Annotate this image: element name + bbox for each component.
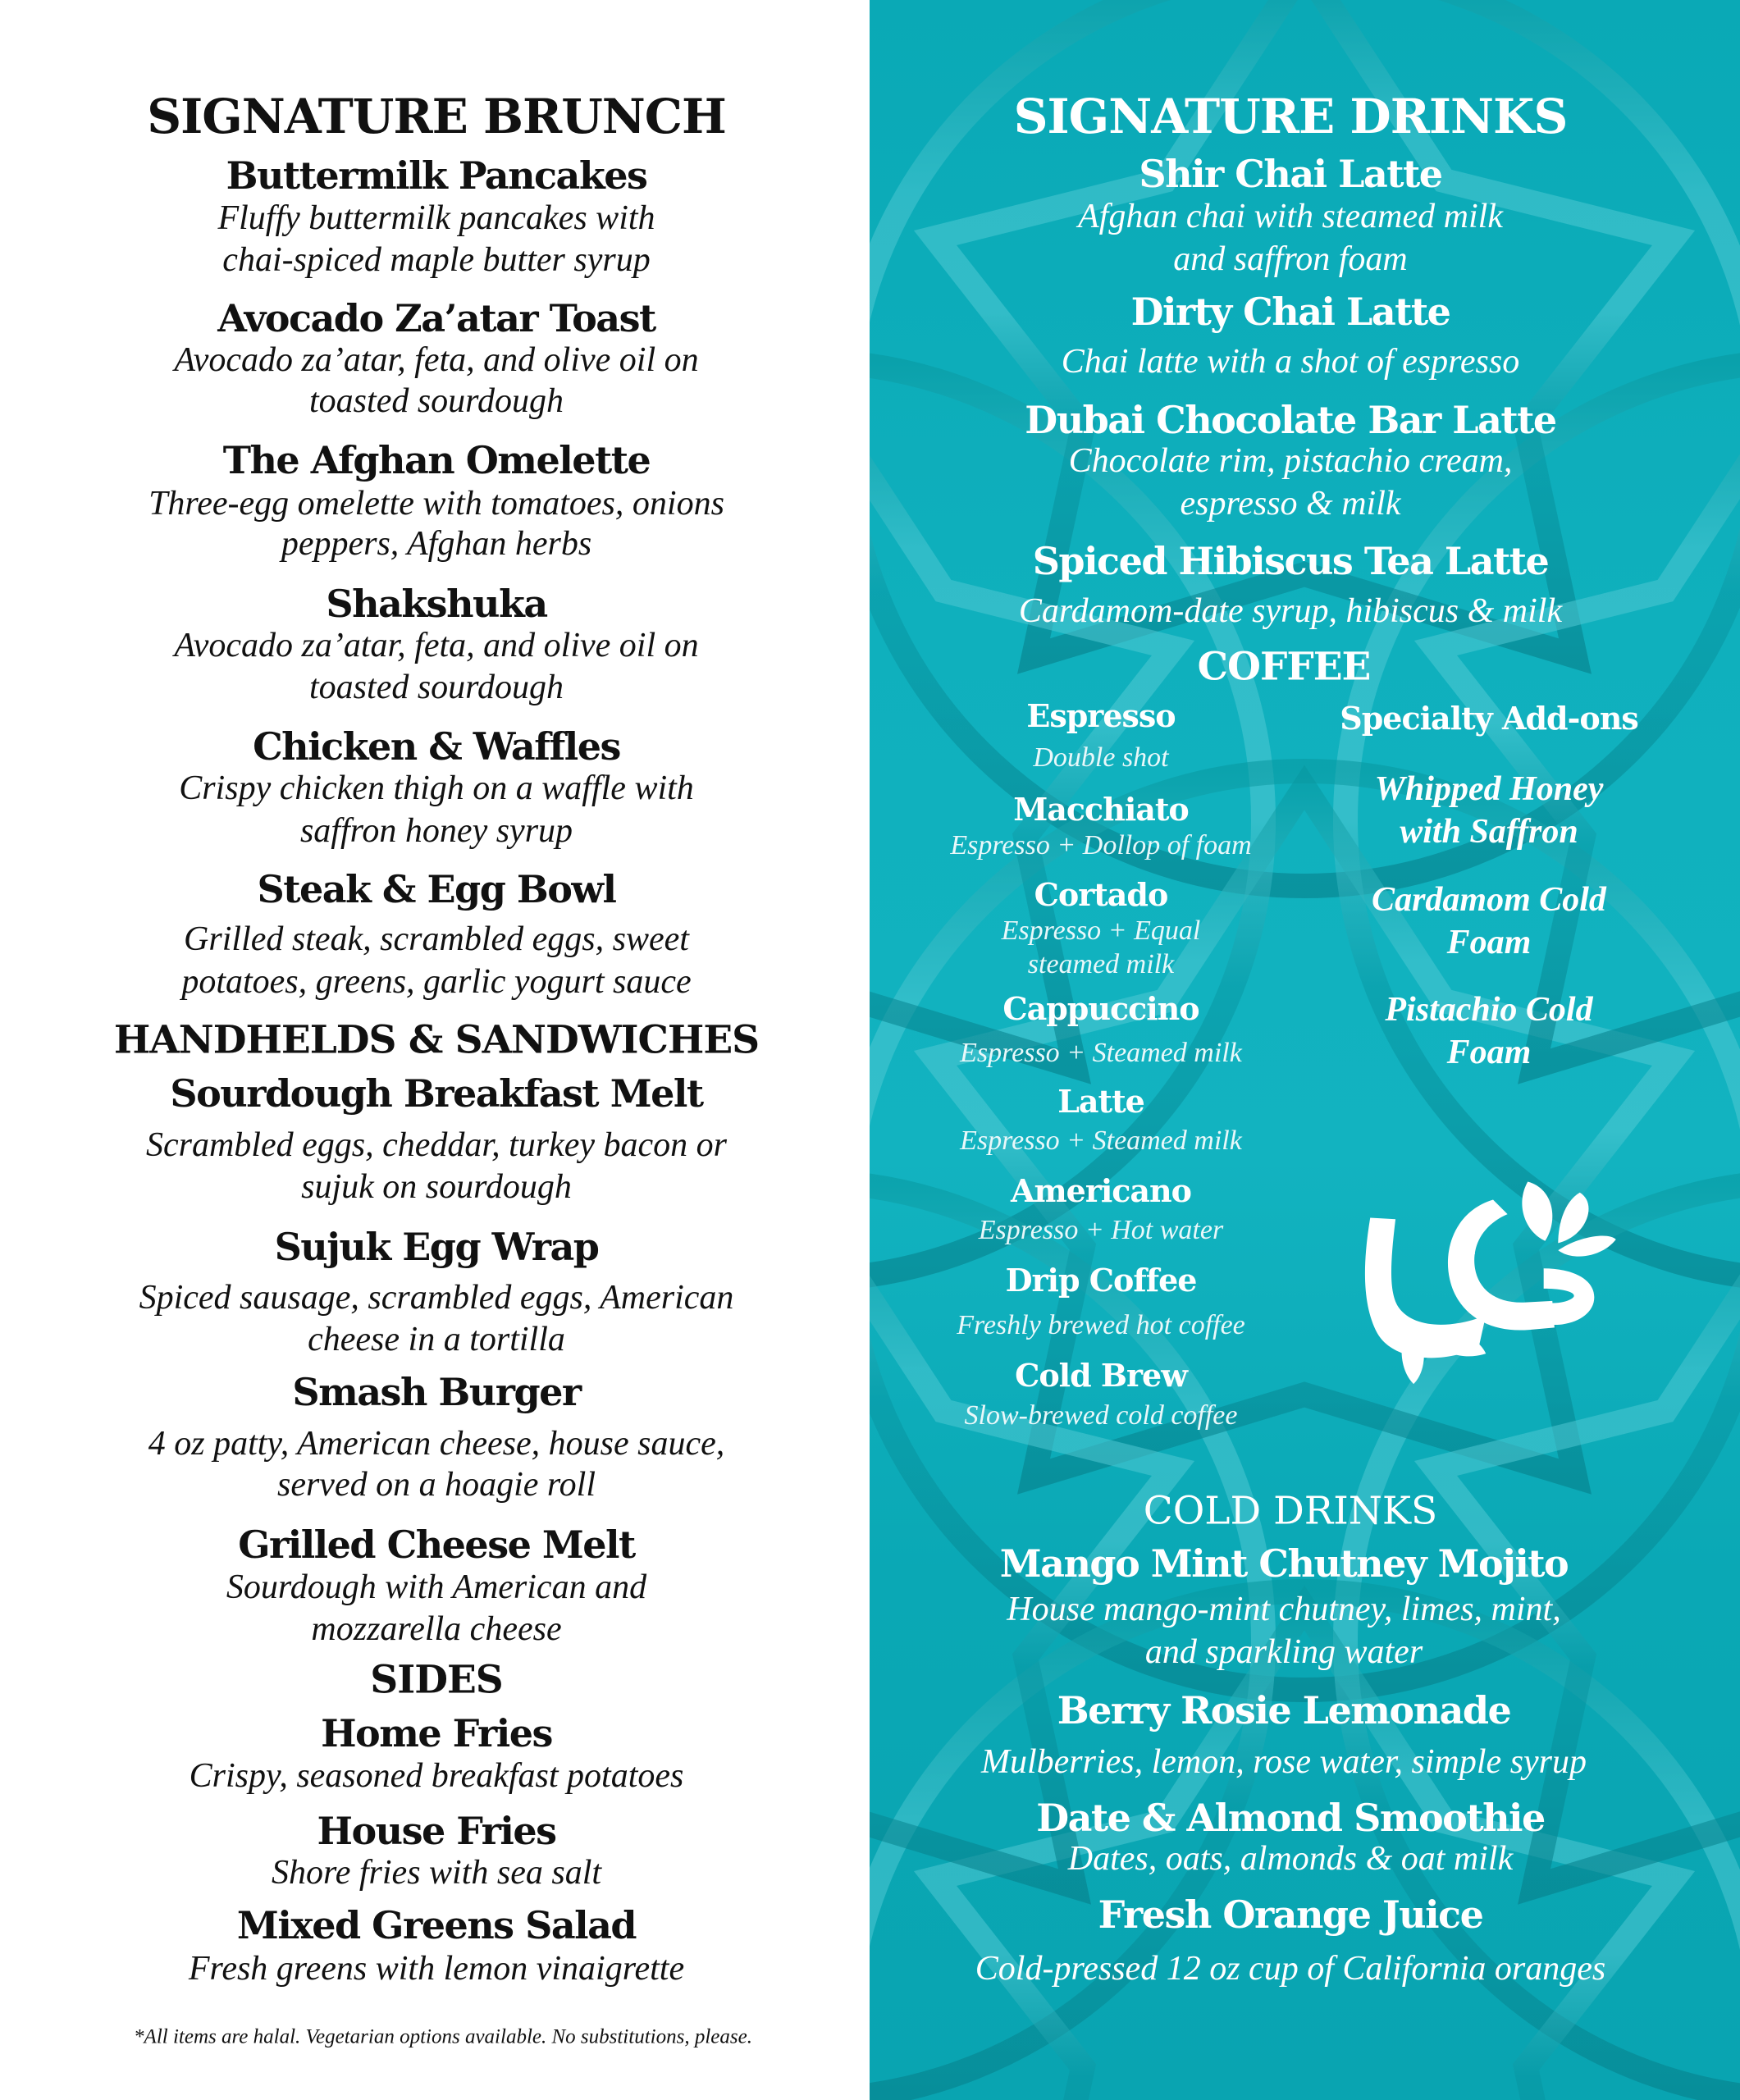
coffee-item-desc: Espresso + Hot water [978,1215,1224,1245]
menu-item-desc: Scrambled eggs, cheddar, turkey bacon or [145,1126,728,1164]
drink-item-desc: Cold-pressed 12 oz cup of California oranges [975,1950,1606,1988]
section-title-sides: SIDES [370,1657,503,1703]
coffee-item-name: Espresso [1026,697,1176,734]
menu-item-desc: Fluffy buttermilk pancakes with [217,199,655,237]
addons-title: Specialty Add-ons [1340,700,1638,737]
drink-item-desc: espresso & milk [1180,485,1401,523]
drink-item-desc: and sparkling water [1144,1633,1423,1671]
drink-item-name: Shir Chai Latte [1139,152,1442,196]
coffee-item-desc: Espresso + Steamed milk [960,1125,1242,1156]
drink-item-desc: Mulberries, lemon, rose water, simple syrup [980,1743,1587,1781]
menu-item-desc: cheese in a tortilla [308,1321,565,1358]
drink-item-name: Dirty Chai Latte [1130,290,1450,334]
coffee-item-name: Cortado [1034,876,1168,913]
drink-item-desc: Dates, oats, almonds & oat milk [1067,1840,1514,1878]
addon-item [1375,768,1604,853]
drink-item-desc: Chai latte with a shot of espresso [1061,343,1520,381]
coffee-item-desc: Espresso + Steamed milk [960,1038,1242,1068]
menu-item-name: Buttermilk Pancakes [226,153,647,198]
drink-item-name: Dubai Chocolate Bar Latte [1025,398,1556,442]
menu-item-desc: sujuk on sourdough [301,1168,572,1206]
addon-item-line: Foam [1446,924,1532,961]
section-title-coffee: COFFEE [1197,644,1371,690]
drinks-menu-panel [870,0,1740,2100]
drink-item-name: Fresh Orange Juice [1098,1892,1483,1937]
menu-item-desc: toasted sourdough [309,382,564,420]
coffee-item-desc: Slow-brewed cold coffee [964,1400,1238,1431]
menu-item-desc: saffron honey syrup [299,812,573,850]
menu-item-desc: Avocado za’atar, feta, and olive oil on [174,341,699,379]
addon-item-line: Whipped Honey [1374,770,1604,808]
menu-item-name: Smash Burger [292,1370,581,1414]
section-title-signature-drinks: SIGNATURE DRINKS [1013,89,1568,144]
menu-item-desc: served on a hoagie roll [276,1466,596,1504]
addon-item [1385,988,1592,1074]
coffee-item-name: Macchiato [1013,791,1189,828]
menu-item-desc: Crispy chicken thigh on a waffle with [179,769,694,807]
menu-item-name: Grilled Cheese Melt [238,1522,635,1567]
coffee-item-name: Drip Coffee [1005,1262,1197,1299]
menu-item-name: Avocado Za’atar Toast [217,296,655,340]
menu-item-desc: toasted sourdough [309,669,564,706]
menu-item-desc: potatoes, greens, garlic yogurt sauce [181,963,692,1001]
menu-item-desc: Crispy, seasoned breakfast potatoes [189,1757,684,1795]
menu-item-desc: chai-spiced maple butter syrup [222,241,651,279]
footnote: *All items are halal. Vegetarian options available. No substitutions, please. [134,2025,752,2048]
menu-item-name: Sourdough Breakfast Melt [170,1071,703,1116]
coffee-item-desc: Espresso + Equal [1001,915,1201,946]
addon-item-line: Pistachio Cold [1385,991,1593,1029]
menu-item-desc: Spiced sausage, scrambled eggs, American [139,1279,734,1317]
drink-item-desc: House mango-mint chutney, limes, mint, [1007,1591,1561,1628]
coffee-item-desc: Double shot [1033,742,1169,773]
drink-item-name: Mango Mint Chutney Mojito [999,1541,1569,1586]
menu-item-desc: Grilled steak, scrambled eggs, sweet [184,920,689,958]
menu-item-desc: Fresh greens with lemon vinaigrette [188,1950,685,1988]
drink-item-desc: Chocolate rim, pistachio cream, [1068,442,1513,480]
menu-item-desc: Three-egg omelette with tomatoes, onions [148,485,724,523]
coffee-item-desc: steamed milk [1027,949,1175,979]
menu-item-desc: Shore fries with sea salt [271,1854,602,1892]
calligraphy-leaf-logo-icon [1341,1153,1645,1399]
drink-item-name: Berry Rosie Lemonade [1057,1688,1511,1732]
addon-item-line: Foam [1446,1034,1532,1071]
section-title-handhelds: HANDHELDS & SANDWICHES [113,1017,760,1063]
menu-item-desc: peppers, Afghan herbs [281,525,592,563]
addon-item [1372,879,1606,964]
menu-item-name: Steak & Egg Bowl [257,867,616,911]
drink-item-desc: Afghan chai with steamed milk [1078,198,1503,235]
coffee-item-desc: Freshly brewed hot coffee [957,1310,1245,1340]
menu-item-desc: Sourdough with American and [226,1568,647,1606]
drink-item-desc: and saffron foam [1173,240,1408,278]
drink-item-name: Spiced Hibiscus Tea Latte [1032,539,1549,583]
coffee-item-desc: Espresso + Dollop of foam [950,830,1252,861]
coffee-item-name: Cold Brew [1015,1357,1187,1394]
menu-item-name: Mixed Greens Salad [236,1903,637,1947]
menu-item-name: House Fries [317,1809,556,1853]
addon-item-line: with Saffron [1400,813,1578,851]
addon-item-line: Cardamom Cold [1372,881,1606,919]
coffee-item-name: Latte [1057,1083,1144,1120]
section-title-cold-drinks: COLD DRINKS [1143,1488,1438,1534]
menu-item-desc: mozzarella cheese [311,1610,562,1648]
menu-item-desc: 4 oz patty, American cheese, house sauce, [148,1425,725,1463]
menu-item-name: The Afghan Omelette [222,438,651,482]
menu-item-desc: Avocado za’atar, feta, and olive oil on [174,627,699,664]
drink-item-desc: Cardamom-date syrup, hibiscus & milk [1018,592,1563,630]
section-title-signature-brunch: SIGNATURE BRUNCH [147,89,726,144]
menu-item-name: Sujuk Egg Wrap [274,1225,599,1269]
menu-item-name: Chicken & Waffles [253,724,620,769]
coffee-item-name: Americano [1010,1172,1192,1209]
drink-item-name: Date & Almond Smoothie [1036,1796,1545,1840]
menu-item-name: Home Fries [321,1711,552,1755]
coffee-item-name: Cappuccino [1002,990,1199,1027]
menu-item-name: Shakshuka [326,582,547,626]
